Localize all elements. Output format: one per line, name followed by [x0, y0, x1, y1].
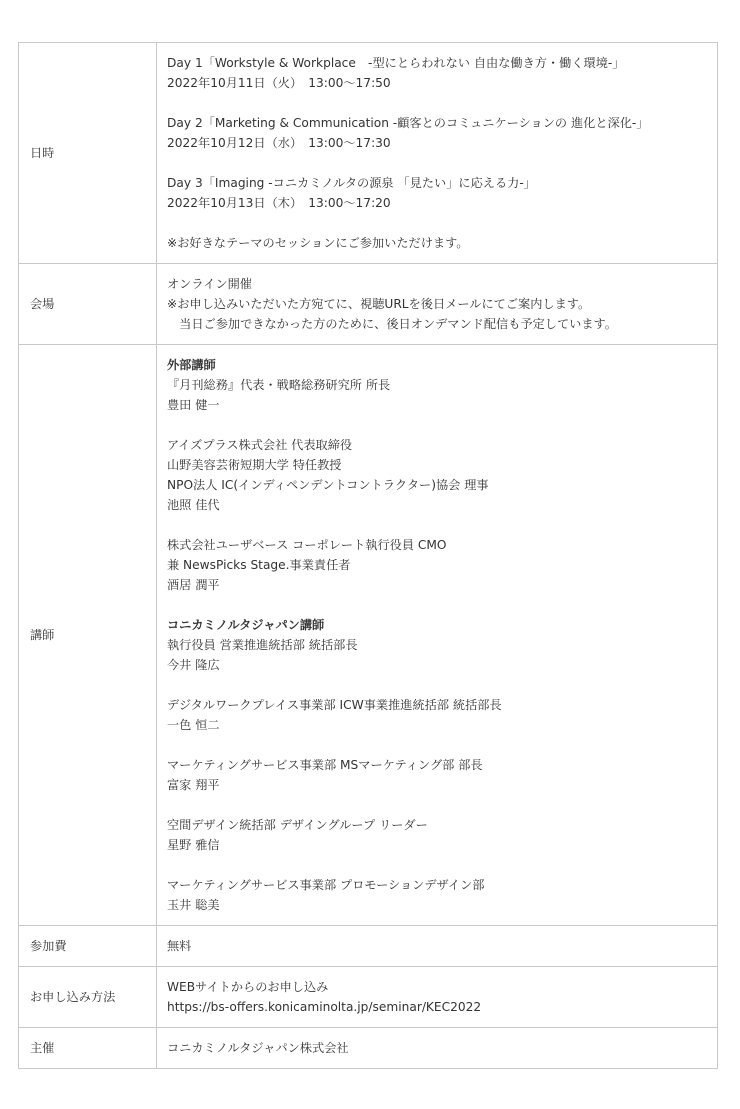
speaker-group	[167, 755, 707, 795]
speaker-group	[167, 355, 707, 415]
speaker-group	[167, 435, 707, 515]
day-date: 2022年10月11日（火） 13:00～17:50	[167, 76, 391, 90]
row-fee	[19, 926, 718, 967]
day-1	[167, 53, 707, 93]
speaker-line: 今井 隆広	[167, 658, 220, 672]
speaker-line: 山野美容芸術短期大学 特任教授	[167, 458, 342, 472]
speaker-line: アイズプラス株式会社 代表取締役	[167, 438, 353, 452]
day-2	[167, 113, 707, 153]
speaker-line: 兼 NewsPicks Stage.事業責任者	[167, 558, 351, 572]
fee-value: 無料	[167, 939, 192, 953]
content-datetime	[157, 43, 718, 264]
speaker-line: 一色 恒二	[167, 718, 220, 732]
speaker-line: 池照 佳代	[167, 498, 220, 512]
speaker-line: NPO法人 IC(インディペンデントコントラクター)協会 理事	[167, 478, 489, 492]
speaker-line: 富家 翔平	[167, 778, 220, 792]
apply-url[interactable]: https://bs-offers.konicaminolta.jp/seminar/KEC2022	[167, 1000, 482, 1014]
row-organizer	[19, 1028, 718, 1069]
venue-line: 当日ご参加できなかった方のために、後日オンデマンド配信も予定しています。	[167, 317, 617, 331]
speaker-line: マーケティングサービス事業部 MSマーケティング部 部長	[167, 758, 483, 772]
speaker-line: 酒居 潤平	[167, 578, 220, 592]
label-datetime: 日時	[19, 43, 157, 264]
day-title: Day 1「Workstyle & Workplace -型にとらわれない 自由な働き方・働く環境-」	[167, 56, 625, 70]
day-date: 2022年10月13日（木） 13:00～17:20	[167, 196, 391, 210]
venue-line: オンライン開催	[167, 277, 252, 291]
content-fee	[157, 926, 718, 967]
speaker-group	[167, 695, 707, 735]
speaker-line: 豊田 健一	[167, 398, 220, 412]
content-speakers	[157, 345, 718, 926]
organizer-value: コニカミノルタジャパン株式会社	[167, 1041, 349, 1055]
content-apply	[157, 967, 718, 1028]
content-organizer	[157, 1028, 718, 1069]
speaker-line: 株式会社ユーザベース コーポレート執行役員 CMO	[167, 538, 447, 552]
external-speakers-heading: 外部講師	[167, 358, 216, 372]
day-title: Day 3「Imaging -コニカミノルタの源泉 「見たい」に応える力-」	[167, 176, 536, 190]
speaker-group	[167, 615, 707, 675]
day-3	[167, 173, 707, 213]
day-title: Day 2「Marketing & Communication -顧客とのコミュニケーションの 進化と深化-」	[167, 116, 649, 130]
day-date: 2022年10月12日（水） 13:00～17:30	[167, 136, 391, 150]
internal-speakers-heading: コニカミノルタジャパン講師	[167, 618, 325, 632]
speaker-line: マーケティングサービス事業部 プロモーションデザイン部	[167, 878, 485, 892]
speaker-group	[167, 815, 707, 855]
speaker-line: 『月刊総務』代表・戦略総務研究所 所長	[167, 378, 391, 392]
row-datetime	[19, 43, 718, 264]
datetime-note: ※お好きなテーマのセッションにご参加いただけます。	[167, 236, 469, 250]
event-info-table	[18, 42, 718, 1069]
label-venue: 会場	[19, 264, 157, 345]
datetime-note-block	[167, 233, 707, 253]
row-apply	[19, 967, 718, 1028]
venue-line: ※お申し込みいただいた方宛てに、視聴URLを後日メールにてご案内します。	[167, 297, 591, 311]
label-fee: 参加費	[19, 926, 157, 967]
speaker-line: 執行役員 営業推進統括部 統括部長	[167, 638, 358, 652]
label-organizer: 主催	[19, 1028, 157, 1069]
speaker-line: 星野 雅信	[167, 838, 220, 852]
speaker-group	[167, 535, 707, 595]
speaker-line: 玉井 聡美	[167, 898, 220, 912]
row-venue	[19, 264, 718, 345]
label-speakers: 講師	[19, 345, 157, 926]
speaker-line: デジタルワークプレイス事業部 ICW事業推進統括部 統括部長	[167, 698, 502, 712]
speaker-line: 空間デザイン統括部 デザイングループ リーダー	[167, 818, 428, 832]
label-apply: お申し込み方法	[19, 967, 157, 1028]
content-venue	[157, 264, 718, 345]
apply-line: WEBサイトからのお申し込み	[167, 980, 329, 994]
row-speakers	[19, 345, 718, 926]
speaker-group	[167, 875, 707, 915]
